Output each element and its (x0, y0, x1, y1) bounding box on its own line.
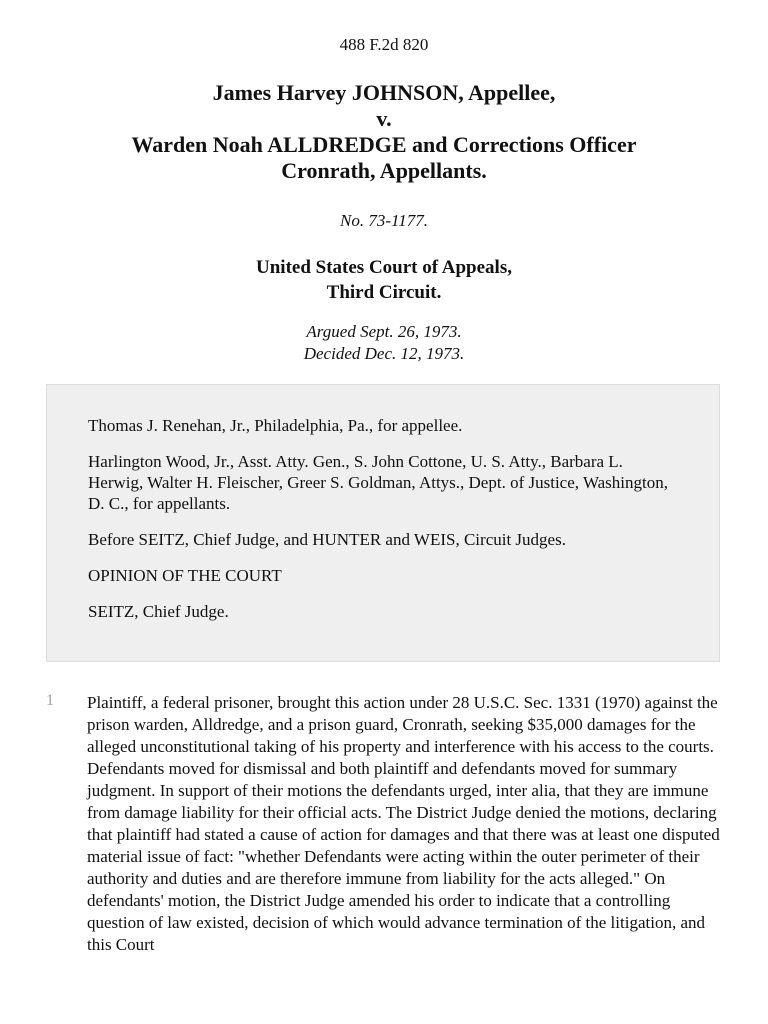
caption-appellee: James Harvey JOHNSON, Appellee, (212, 80, 556, 105)
court-name (0, 255, 768, 305)
counsel-panel (46, 384, 720, 662)
counsel-appellants: Harlington Wood, Jr., Asst. Atty. Gen., S. John Cottone, U. S. Atty., Barbara L. Herwig, Walter H. Fleischer, Greer S. Goldman, Attys., Dept. of Justice, Washington, D. C., for appellants. (88, 452, 668, 513)
case-dates (0, 321, 768, 365)
counsel-appellee: Thomas J. Renehan, Jr., Philadelphia, Pa., for appellee. (88, 416, 463, 435)
caption-appellants-line2: Cronrath, Appellants. (281, 158, 487, 183)
judges-panel: Before SEITZ, Chief Judge, and HUNTER and WEIS, Circuit Judges. (88, 530, 566, 549)
paragraph-number: 1 (46, 692, 54, 709)
court-name-line1: United States Court of Appeals, (256, 257, 512, 278)
case-citation: 488 F.2d 820 (339, 35, 429, 54)
argued-date: Argued Sept. 26, 1973. (306, 322, 462, 341)
case-caption (0, 80, 768, 184)
caption-versus: v. (376, 106, 392, 131)
court-name-line2: Third Circuit. (326, 282, 442, 303)
paragraph-text: Plaintiff, a federal prisoner, brought this action under 28 U.S.C. Sec. 1331 (1970) against the prison warden, Alldredge, and a prison guard, Cronrath, seeking $35,000 damages for the alleged unconstitutional taking of his property and interference with his access to the courts. Defendants moved for dismissal and both plaintiff and defendants moved for summary judgment. In support of their motions the defendants urged, inter alia, that they are immune from damage liability for their official acts. The District Judge denied the motions, declaring that plaintiff had stated a cause of action for damages and that there was at least one disputed material issue of fact: "whether Defendants were acting within the outer perimeter of their authority and duties and are therefore immune from liability for the acts alleged." On defendants' motion, the District Judge amended his order to indicate that a controlling question of law existed, decision of which would advance termination of the litigation, and this Court (87, 693, 720, 954)
decided-date: Decided Dec. 12, 1973. (303, 344, 465, 363)
docket-number: No. 73-1177. (340, 211, 428, 230)
caption-appellants-line1: Warden Noah ALLDREDGE and Corrections Officer (131, 132, 637, 157)
opinion-author: SEITZ, Chief Judge. (88, 602, 229, 621)
opinion-heading: OPINION OF THE COURT (88, 566, 282, 585)
